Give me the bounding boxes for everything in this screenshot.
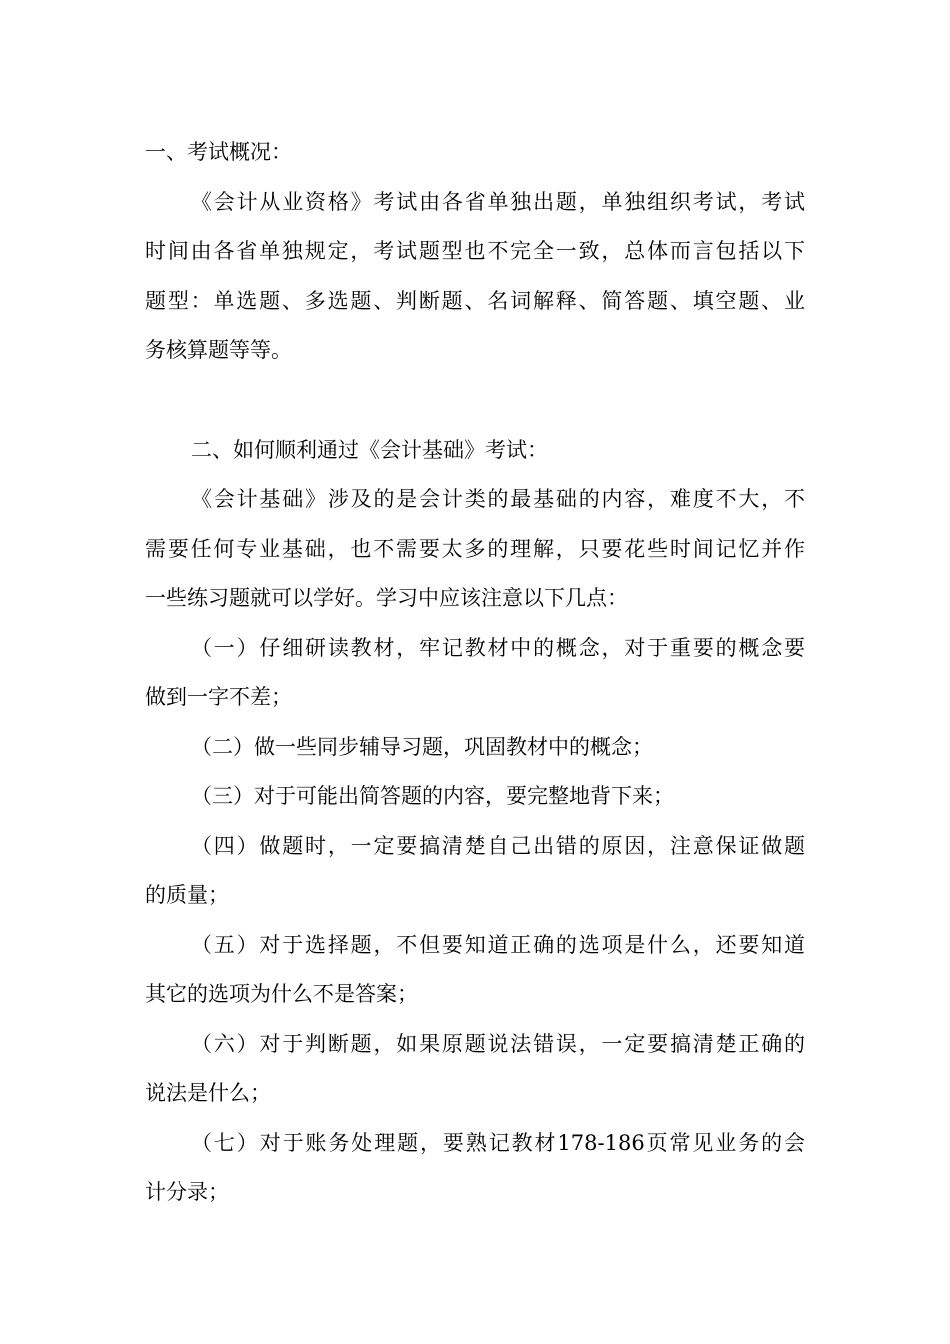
section2-intro-line: 需要任何专业基础，也不需要太多的理解，只要花些时间记忆并作 bbox=[145, 537, 805, 561]
point-5-line: （五）对于选择题，不但要知道正确的选项是什么，还要知道 bbox=[191, 933, 805, 957]
point-1-line: 做到一字不差； bbox=[145, 685, 292, 709]
section2-heading: 二、如何顺利通过《会计基础》考试： bbox=[191, 438, 548, 462]
point-7-line: 计分录； bbox=[145, 1180, 229, 1204]
point-7-line: （七）对于账务处理题，要熟记教材178-186页常见业务的会 bbox=[191, 1131, 805, 1155]
section1-para-line: 《会计从业资格》考试由各省单独出题，单独组织考试，考试 bbox=[191, 190, 805, 214]
point-5-line: 其它的选项为什么不是答案； bbox=[145, 982, 418, 1006]
point-3-line: （三）对于可能出简答题的内容，要完整地背下来； bbox=[191, 784, 674, 808]
section1-para-line: 题型：单选题、多选题、判断题、名词解释、简答题、填空题、业 bbox=[145, 289, 805, 313]
section1-heading: 一、考试概况： bbox=[145, 140, 292, 164]
section1-para-line: 时间由各省单独规定，考试题型也不完全一致，总体而言包括以下 bbox=[145, 239, 805, 263]
section1-para-line: 务核算题等等。 bbox=[145, 338, 292, 362]
section2-intro-line: 一些练习题就可以学好。学习中应该注意以下几点： bbox=[145, 586, 628, 610]
point-4-line: （四）做题时，一定要搞清楚自己出错的原因，注意保证做题 bbox=[191, 834, 805, 858]
point-2-line: （二）做一些同步辅导习题，巩固教材中的概念； bbox=[191, 735, 653, 759]
point-1-line: （一）仔细研读教材，牢记教材中的概念，对于重要的概念要 bbox=[191, 636, 805, 660]
point-6-line: 说法是什么； bbox=[145, 1081, 271, 1105]
point-4-line: 的质量； bbox=[145, 883, 229, 907]
section2-intro-line: 《会计基础》涉及的是会计类的最基础的内容，难度不大，不 bbox=[191, 487, 805, 511]
point-6-line: （六）对于判断题，如果原题说法错误，一定要搞清楚正确的 bbox=[191, 1032, 805, 1056]
